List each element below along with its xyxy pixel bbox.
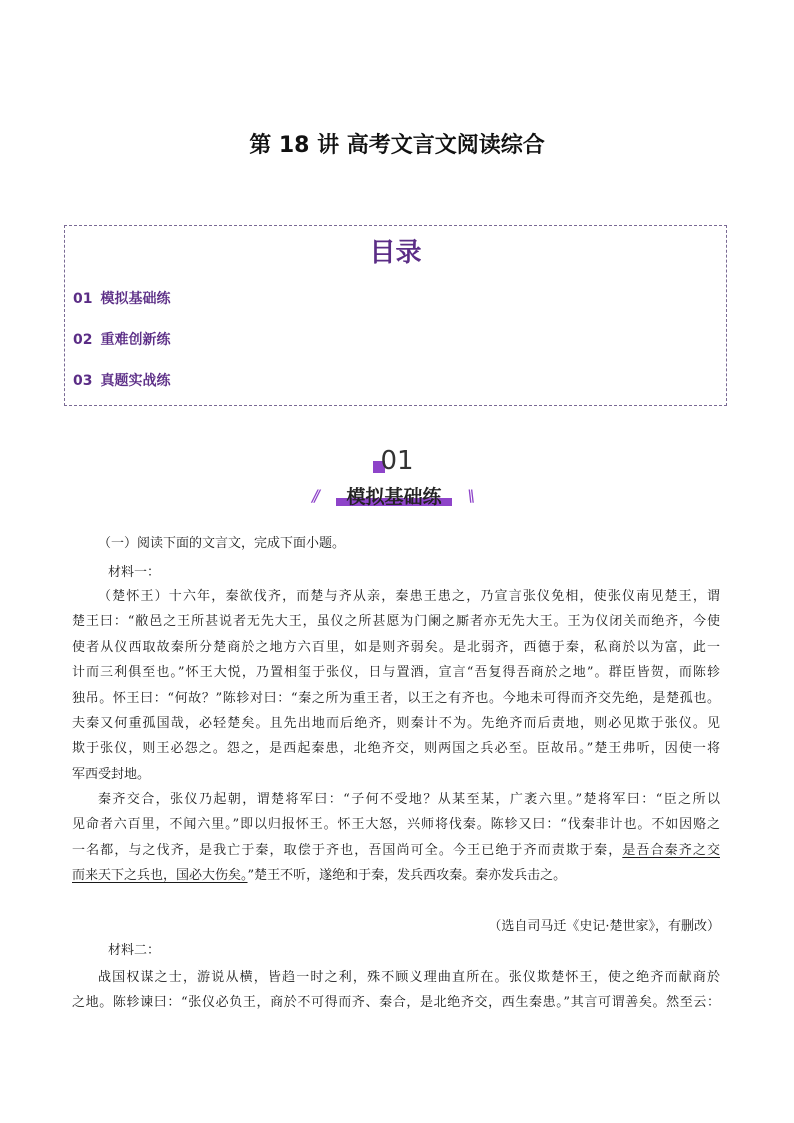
- material-2-label: 材料二：: [108, 943, 161, 958]
- source-citation: （选自司马迁《史记·楚世家》，有删改）: [488, 919, 720, 934]
- text-span: ”楚王不听，遂绝和于秦，发兵西攻秦。秦亦发兵击之。: [247, 868, 567, 884]
- toc-item[interactable]: [73, 370, 170, 390]
- text-line: 楚王曰：“敝邑之王所甚说者无先大王，虽仪之所甚愿为门阑之厮者亦无先大王。王为仪闭关而绝齐，今使: [72, 614, 720, 630]
- text-line: 夫秦又何重孤国哉，必轻楚矣。且先出地而后绝齐，则秦计不为。先绝齐而后责地，则必见欺于张仪。见: [72, 715, 720, 731]
- section-banner-slash-right: \\: [467, 486, 472, 505]
- text-line: 计而三利俱至也。”怀王大悦，乃置相玺于张仪，日与置酒，宣言“吾复得吾商於之地”。群臣皆贺，而陈轸: [72, 665, 720, 681]
- question-intro: （一）阅读下面的文言文，完成下面小题。: [98, 536, 346, 551]
- toc-item-number: 01: [73, 291, 93, 307]
- toc-item[interactable]: [73, 329, 170, 349]
- material-1-paragraph-2: [72, 787, 720, 889]
- text-line: （楚怀王）十六年，秦欲伐齐，而楚与齐从亲，秦患王患之，乃宣言张仪免相，使张仪南见楚王，谓: [98, 589, 720, 604]
- text-line: 独吊。怀王曰：“何故？”陈轸对曰：“秦之所为重王者，以王之有齐也。今地未可得而齐交先绝，是楚孤也。: [72, 690, 720, 706]
- page-title: 第 18 讲 高考文言文阅读综合: [249, 133, 545, 158]
- toc-item-number: 03: [73, 373, 93, 389]
- text-line: [72, 863, 720, 888]
- toc-box: [64, 225, 727, 406]
- section-banner-label: 模拟基础练: [346, 486, 442, 508]
- text-line: 之地。陈轸谏曰：“张仪必负王，商於不可得而齐、秦合，是北绝齐交，西生秦患。”其言可谓善矣。然至云：: [72, 995, 720, 1011]
- toc-item[interactable]: [73, 288, 170, 308]
- text-line: 战国权谋之士，游说从横，皆趋一时之利，殊不顾义理曲直所在。张仪欺楚怀王，使之绝齐而献商於: [98, 970, 720, 985]
- underlined-sentence: 而来天下之兵也，国必大伤矣。: [72, 868, 248, 884]
- toc-item-label: 模拟基础练: [100, 291, 171, 307]
- material-1-label: 材料一：: [108, 565, 161, 580]
- text-line: 使者从仪西取故秦所分楚商於之地方六百里，如是则齐弱矣。是北弱齐，西德于秦，私商於以为富，此一: [72, 639, 720, 655]
- text-line: 秦齐交合，张仪乃起朝，谓楚将军曰：“子何不受地？从某至某，广袤六里。”楚将军曰：“臣之所以: [98, 792, 720, 807]
- toc-item-label: 重难创新练: [100, 332, 171, 348]
- underlined-sentence: 是吾合秦齐之交: [622, 842, 720, 858]
- toc-item-number: 02: [73, 332, 93, 348]
- text-span: 一名都，与之伐齐，是我亡于秦，取偿于齐也，吾国尚可全。今王已绝于齐而责欺于秦，: [72, 842, 623, 858]
- text-line: 军西受封地。: [72, 766, 151, 782]
- text-line: [72, 838, 720, 863]
- text-line: 欺于张仪，则王必怨之。怨之，是西起秦患，北绝齐交，则两国之兵必至。臣故吊。”楚王弗听，因使一将: [72, 741, 720, 757]
- toc-item-label: 真题实战练: [100, 373, 171, 389]
- toc-heading: 目录: [369, 238, 422, 268]
- material-1-paragraph-1: [72, 584, 720, 787]
- section-number: 01: [380, 446, 414, 476]
- section-banner-slash-left: //: [312, 486, 317, 505]
- material-2-paragraph: [72, 965, 720, 1016]
- text-line: 见命者六百里，不闻六里。”即以归报怀王。怀王大怒，兴师将伐秦。陈轸又曰：“伐秦非计也。不如因赂之: [72, 817, 720, 833]
- section-banner: [312, 482, 476, 508]
